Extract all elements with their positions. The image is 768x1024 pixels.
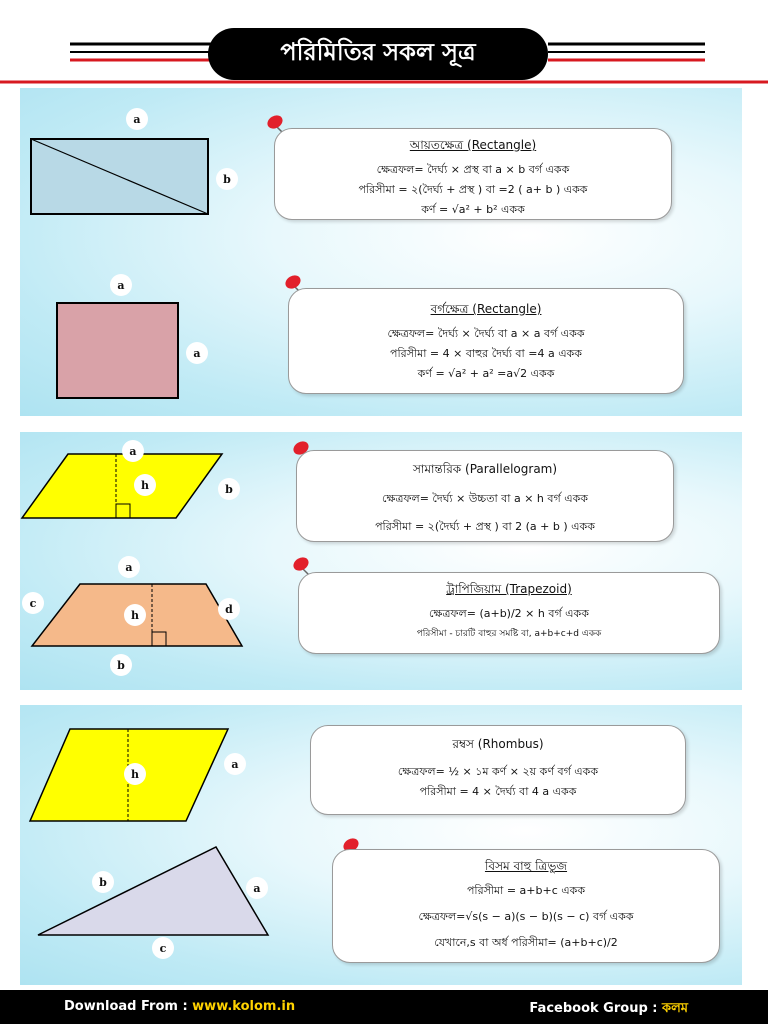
square-label-side: a: [186, 342, 208, 364]
trapezoid-area: ক্ষেত্রফল= (a+b)/2 × h বর্গ একক: [429, 607, 589, 620]
rectangle-title: আয়তক্ষেত্র (Rectangle): [409, 138, 537, 152]
parallelogram-formula-box: [296, 450, 674, 542]
rhombus-label-side: a: [224, 753, 246, 775]
square-diagonal: কর্ণ = √a² + a² =a√2 একক: [417, 367, 555, 380]
rectangle-diagonal: কর্ণ = √a² + b² একক: [421, 203, 525, 216]
rectangle-perimeter: পরিসীমা = ২(দৈর্ঘ্য + প্রস্থ ) বা =2 ( a+ b ) একক: [358, 183, 588, 196]
scalene-label-left: b: [92, 871, 114, 893]
trapezoid-perimeter: পরিসীমা - চারটি বাহুর সমষ্টি বা, a+b+c+d একক: [416, 629, 602, 639]
rectangle-formula-box: [274, 128, 672, 220]
square-formula-box: [288, 288, 684, 394]
trapezoid-label-left: c: [22, 592, 44, 614]
parallelogram-area: ক্ষেত্রফল= দৈর্ঘ্য × উচ্চতা বা a × h বর্গ একক: [382, 492, 588, 505]
rectangle-label-side: b: [216, 168, 238, 190]
download-label: Download From :: [64, 999, 193, 1014]
square-shape: [56, 302, 180, 400]
rectangle-label-top: a: [126, 108, 148, 130]
parallelogram-label-height: h: [134, 474, 156, 496]
group-label: Facebook Group :: [529, 1001, 662, 1016]
trapezoid-label-height: h: [124, 604, 146, 626]
scalene-label-bottom: c: [152, 937, 174, 959]
footer-download: [64, 999, 295, 1014]
rhombus-title: রম্বস (Rhombus): [452, 737, 544, 751]
parallelogram-shape: [20, 452, 225, 522]
trapezoid-label-top: a: [118, 556, 140, 578]
scalene-area: ক্ষেত্রফল=√s(s − a)(s − b)(s − c) বর্গ একক: [418, 910, 634, 923]
trapezoid-label-bottom: b: [110, 654, 132, 676]
panel-parallelogram-trapezoid: [20, 432, 742, 690]
scalene-triangle-shape: [36, 845, 270, 939]
scalene-title: বিসম বাহু ত্রিভুজ: [484, 859, 568, 873]
square-label-top: a: [110, 274, 132, 296]
panel-rectangle-square: [20, 88, 742, 416]
scalene-label-right: a: [246, 877, 268, 899]
trapezoid-formula-box: [298, 572, 720, 654]
scalene-perimeter: পরিসীমা = a+b+c একক: [466, 884, 586, 897]
group-name[interactable]: কলম: [662, 1001, 688, 1016]
footer-bar: [0, 990, 768, 1024]
square-area: ক্ষেত্রফল= দৈর্ঘ্য × দৈর্ঘ্য বা a × a বর্গ একক: [387, 327, 585, 340]
parallelogram-perimeter: পরিসীমা = ২(দৈর্ঘ্য + প্রস্থ ) বা 2 (a + b ) একক: [375, 520, 595, 533]
download-link[interactable]: www.kolom.in: [192, 999, 296, 1014]
rhombus-perimeter: পরিসীমা = 4 × দৈর্ঘ্য বা 4 a একক: [419, 785, 577, 798]
square-title: বর্গক্ষেত্র (Rectangle): [430, 302, 542, 316]
square-perimeter: পরিসীমা = 4 × বাহুর দৈর্ঘ্য বা =4 a একক: [390, 347, 582, 360]
panel-rhombus-triangle: [20, 705, 742, 985]
parallelogram-label-side: b: [218, 478, 240, 500]
rhombus-label-height: h: [124, 763, 146, 785]
footer-group: [529, 999, 688, 1020]
parallelogram-title: সামান্তরিক (Parallelogram): [412, 462, 558, 476]
page-title: পরিমিতির সকল সূত্র: [208, 28, 548, 80]
rhombus-area: ক্ষেত্রফল= ½ × ১ম কর্ণ × ২য় কর্ণ বর্গ একক: [397, 765, 599, 778]
rhombus-formula-box: [310, 725, 686, 815]
scalene-semi-perimeter: যেখানে,s বা অর্ধ পরিসীমা= (a+b+c)/2: [434, 936, 618, 949]
parallelogram-label-top: a: [122, 440, 144, 462]
trapezoid-label-right: d: [218, 598, 240, 620]
trapezoid-title: ট্রাপিজিয়াম (Trapezoid): [446, 582, 572, 596]
rectangle-shape: [30, 138, 210, 216]
scalene-formula-box: [332, 849, 720, 963]
rectangle-area: ক্ষেত্রফল= দৈর্ঘ্য × প্রস্থ বা a × b বর্গ একক: [376, 163, 570, 176]
